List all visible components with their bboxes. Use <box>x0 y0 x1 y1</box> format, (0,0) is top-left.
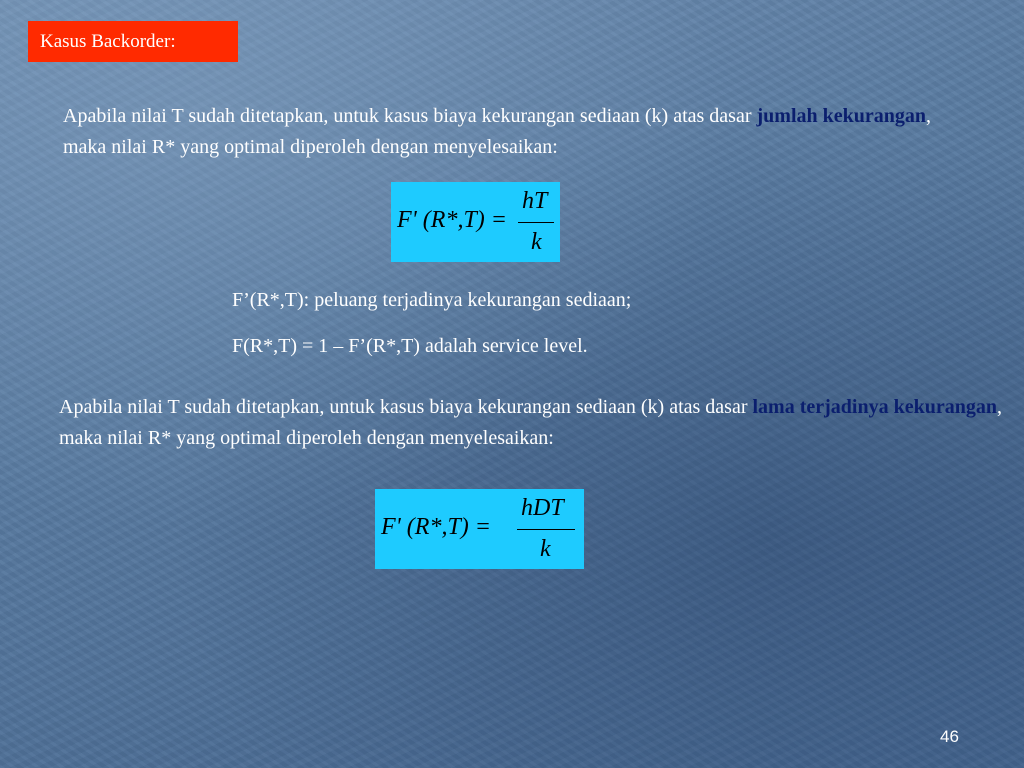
paragraph2-text-before: Apabila nilai T sudah ditetapkan, untuk kasus biaya kekurangan sediaan (k) atas dasar <box>59 396 753 418</box>
paragraph-lama-kekurangan <box>59 392 1014 454</box>
formula-box-2 <box>375 489 584 569</box>
slide-title-text: Kasus Backorder: <box>40 30 176 52</box>
formula1-denominator: k <box>531 229 542 255</box>
paragraph2-highlight: lama terjadinya kekurangan <box>752 396 997 418</box>
slide-title <box>28 21 238 62</box>
formula2-fraction-line <box>517 529 575 530</box>
formula2-lhs-f: F <box>381 514 396 540</box>
paragraph1-text-after: , maka nilai R* yang optimal diperoleh dengan menyelesaikan: <box>63 105 931 158</box>
paragraph2-text-after: , maka nilai R* yang optimal diperoleh dengan menyelesaikan: <box>59 396 1002 449</box>
formula1-lhs-rest: ' (R*,T) = <box>411 207 507 233</box>
formula1-lhs-f: F <box>397 207 412 233</box>
formula1-fraction-line <box>518 222 554 223</box>
formula2-lhs-rest: ' (R*,T) = <box>395 514 491 540</box>
formula-box-1 <box>391 182 560 262</box>
formula2-lhs <box>381 514 491 541</box>
formula2-numerator: hDT <box>521 495 564 521</box>
paragraph-jumlah-kekurangan <box>63 101 963 163</box>
formula2-denominator: k <box>540 536 551 562</box>
paragraph1-text-before: Apabila nilai T sudah ditetapkan, untuk kasus biaya kekurangan sediaan (k) atas dasar <box>63 105 757 127</box>
paragraph1-highlight: jumlah kekurangan <box>756 105 926 127</box>
formula1-numerator: hT <box>522 188 548 214</box>
formula1-lhs <box>397 207 507 234</box>
note-service-level: F(R*,T) = 1 – F’(R*,T) adalah service level. <box>232 335 588 357</box>
page-number: 46 <box>940 727 959 746</box>
note-peluang: F’(R*,T): peluang terjadinya kekurangan sediaan; <box>232 289 632 311</box>
